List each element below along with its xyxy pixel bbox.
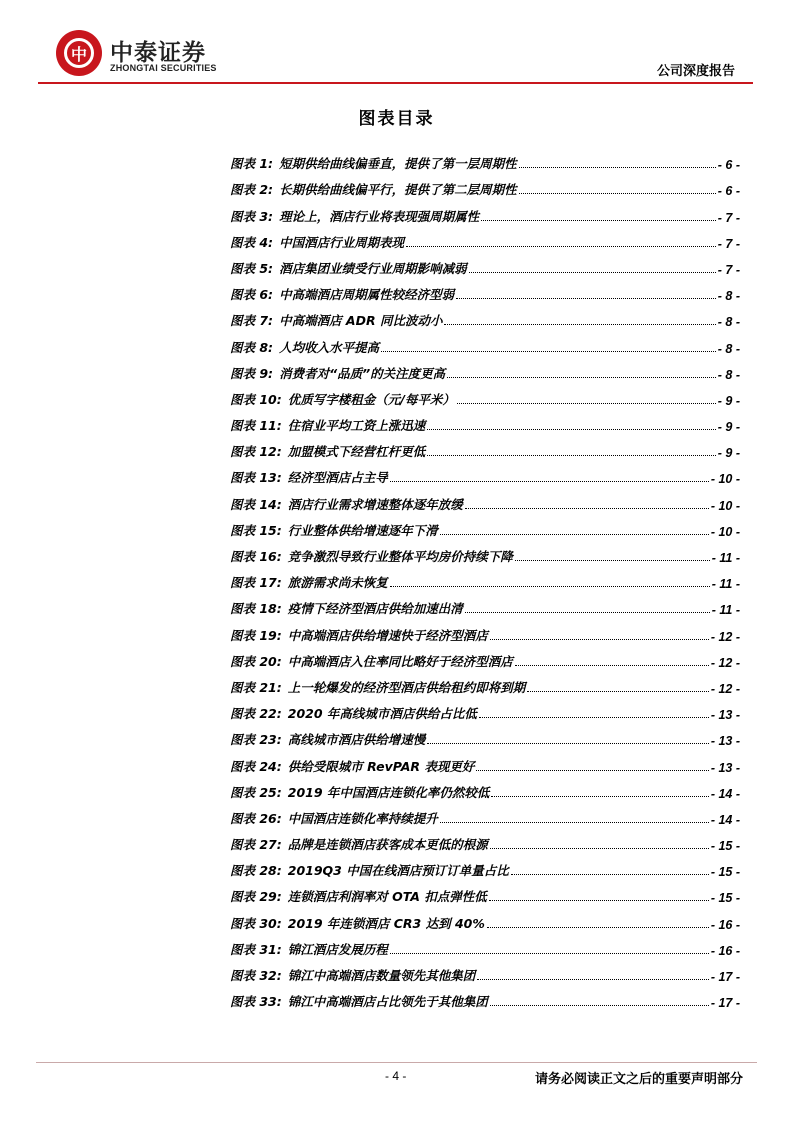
toc-entry-page: - 15 - [710,891,740,906]
toc-entry[interactable] [230,225,740,251]
dot-leader [465,508,709,509]
toc-entry-title: 中高端酒店入住率同比略好于经济型酒店 [287,653,513,669]
footer-disclaimer: 请务必阅读正文之后的重要声明部分 [534,1072,743,1087]
dot-leader [390,481,709,482]
toc-entry-title: 酒店集团业绩受行业周期影响减弱 [279,260,467,276]
toc-entry-label: 图表 30: [230,915,282,931]
dot-leader [440,534,709,535]
toc-entry-label: 图表 3: [230,208,274,224]
toc-entry-label: 图表 7: [230,313,274,329]
toc-entry-page: - 9 - [717,446,740,461]
toc-entry-label: 图表 21: [230,679,282,695]
toc-entry[interactable] [230,722,740,748]
toc-entry-title: 2020 年高线城市酒店供给占比低 [287,706,477,722]
toc-entry-label: 图表 17: [230,575,282,591]
toc-entry-label: 图表 33: [230,994,282,1010]
report-type: 公司深度报告 [656,64,735,79]
toc-entry-page: - 13 - [710,708,740,723]
dot-leader [511,874,709,875]
dot-leader [465,612,710,613]
toc-entry-page: - 16 - [710,943,740,958]
toc-entry[interactable] [230,513,740,539]
toc-entry-title: 2019 年连锁酒店 CR3 达到 40% [287,915,485,931]
toc-entry[interactable] [230,905,740,931]
toc-entry-label: 图表 14: [230,496,282,512]
toc-entry-title: 中国酒店行业周期表现 [279,234,405,250]
toc-entry-title: 行业整体供给增速逐年下滑 [287,522,438,538]
toc-entry-page: - 17 - [710,996,740,1011]
toc-entry-label: 图表 10: [230,391,282,407]
toc-entry-label: 图表 16: [230,549,282,564]
dot-leader [477,979,709,980]
toc-entry-page: - 15 - [710,839,740,854]
toc-entry-label: 图表 22: [230,706,282,722]
toc-entry-label: 图表 1: [230,156,274,172]
dot-leader [440,822,709,823]
toc-entry-title: 中国酒店连锁化率持续提升 [287,810,438,826]
toc-entry[interactable] [230,408,740,434]
toc-entry[interactable] [230,434,740,460]
toc-entry-label: 图表 2: [230,182,274,198]
dot-leader [519,167,716,168]
toc-entry[interactable] [230,565,740,591]
toc-entry[interactable] [230,827,740,853]
toc-entry-label: 图表 24: [230,758,282,774]
dot-leader [515,665,709,666]
toc-entry-label: 图表 6: [230,287,274,303]
dot-leader [519,193,716,194]
toc-entry-label: 图表 15: [230,522,282,538]
toc-entry-title: 住宿业平均工资上涨迅速 [287,418,426,434]
toc-entry-title: 高线城市酒店供给增速慢 [287,732,426,748]
toc-entry[interactable] [230,198,740,224]
dot-leader [490,848,709,849]
dot-leader [427,455,716,456]
dot-leader [457,403,716,404]
toc-entry-page: - 9 - [717,393,740,408]
toc-entry-page: - 7 - [717,236,740,251]
toc-entry-page: - 7 - [717,210,740,225]
logo-icon [56,30,102,76]
toc-title: 图表目录 [358,109,435,129]
toc-entry-page: - 13 - [710,734,740,749]
dot-leader [447,377,716,378]
toc-entry-title: 2019 年中国酒店连锁化率仍然较低 [287,784,490,800]
toc-entry[interactable] [230,329,740,355]
header-divider [38,82,753,84]
toc-entry-page: - 7 - [717,262,740,277]
toc-entry[interactable] [230,644,740,670]
toc-entry[interactable] [230,617,740,643]
dot-leader [487,927,709,928]
dot-leader [515,560,710,561]
dot-leader [406,246,716,247]
toc-entry-label: 图表 8: [230,339,274,355]
toc-entry-page: - 10 - [710,498,740,513]
toc-entry[interactable] [230,958,740,984]
toc-entry-label: 图表 26: [230,810,282,826]
dot-leader [381,351,716,352]
toc-entry-page: - 17 - [710,970,740,984]
toc-entry-page: - 14 - [710,812,740,827]
dot-leader [469,272,716,273]
toc-entry-page: - 14 - [710,786,740,801]
toc-entry-title: 连锁酒店利润率对 OTA 扣点弹性低 [287,889,487,905]
dot-leader [390,953,709,954]
toc-entry[interactable] [230,356,740,382]
toc-entry-label: 图表 11: [230,418,282,434]
toc-entry-title: 人均收入水平提高 [279,339,380,355]
toc-entry-page: - 15 - [710,865,740,880]
toc-entry-label: 图表 12: [230,444,282,460]
toc-entry[interactable] [230,879,740,905]
toc-entry-label: 图表 5: [230,260,274,276]
toc-entry-page: - 8 - [717,367,740,382]
toc-entry-title: 优质写字楼租金（元/每平米） [287,391,455,407]
dot-leader [490,1005,709,1006]
toc-entry-page: - 12 - [710,681,740,696]
toc-entry[interactable] [230,251,740,277]
toc-entry-page: - 9 - [717,420,740,435]
toc-entry[interactable] [230,382,740,408]
toc-entry-title: 中高端酒店周期属性较经济型弱 [279,287,455,303]
logo-subtext: ZHONGTAI SECURITIES [110,63,217,73]
dot-leader [427,743,709,744]
dot-leader [427,429,716,430]
toc-entry-label: 图表 19: [230,627,282,643]
toc-entry-page: - 8 - [717,341,740,356]
toc-entry-label: 图表 32: [230,968,282,983]
toc-entry-label: 图表 9: [230,365,274,381]
toc-entry-page: - 6 - [717,158,740,173]
toc-entry-label: 图表 27: [230,837,282,853]
dot-leader [444,324,715,325]
logo-text: 中泰证券 [110,40,206,66]
toc-entry-title: 经济型酒店占主导 [287,470,388,486]
toc-entry-label: 图表 18: [230,601,282,617]
toc-entry-title: 中高端酒店供给增速快于经济型酒店 [287,627,488,643]
dot-leader [489,900,709,901]
toc-entry-title: 短期供给曲线偏垂直，提供了第一层周期性 [279,156,517,172]
toc-entry-page: - 12 - [710,629,740,644]
table-of-figures [230,146,740,1010]
toc-entry-title: 长期供给曲线偏平行，提供了第二层周期性 [279,182,517,198]
toc-entry-page: - 8 - [717,315,740,330]
toc-entry[interactable] [230,853,740,879]
toc-entry-page: - 8 - [717,289,740,304]
toc-entry-label: 图表 31: [230,941,282,957]
logo-mark-glyph: 中 [64,38,94,68]
toc-entry[interactable] [230,460,740,486]
toc-entry-title: 加盟模式下经营杠杆更低 [287,444,426,460]
dot-leader [490,639,709,640]
toc-entry[interactable] [230,539,740,565]
toc-entry-page: - 13 - [710,760,740,775]
toc-entry-label: 图表 29: [230,889,282,905]
toc-entry[interactable] [230,670,740,696]
toc-entry[interactable] [230,932,740,958]
page-number: - 4 - [385,1069,407,1083]
toc-entry-title: 中高端酒店 ADR 同比波动小 [279,313,443,329]
toc-entry-page: - 6 - [717,184,740,199]
toc-entry[interactable] [230,748,740,774]
dot-leader [476,770,708,771]
toc-entry[interactable] [230,801,740,827]
toc-entry-title: 旅游需求尚未恢复 [287,575,388,591]
toc-entry[interactable] [230,277,740,303]
toc-entry-title: 品牌是连锁酒店获客成本更低的根源 [287,837,488,853]
toc-entry[interactable] [230,984,740,1010]
toc-entry-label: 图表 25: [230,784,282,800]
toc-entry[interactable] [230,486,740,512]
dot-leader [456,298,716,299]
toc-entry-title: 消费者对“品质”的关注度更高 [279,365,446,381]
toc-entry[interactable] [230,591,740,617]
toc-entry-title: 2019Q3 中国在线酒店预订订单量占比 [287,863,509,879]
toc-entry-title: 理论上，酒店行业将表现强周期属性 [279,208,480,224]
toc-entry-page: - 11 - [711,551,740,565]
toc-entry-page: - 10 - [710,472,740,487]
footer-divider [36,1062,757,1063]
toc-entry[interactable] [230,303,740,329]
toc-entry-page: - 16 - [710,917,740,932]
toc-entry[interactable] [230,172,740,198]
toc-entry-label: 图表 13: [230,470,282,486]
toc-entry-label: 图表 20: [230,653,282,669]
toc-entry-page: - 12 - [710,655,740,670]
toc-entry-page: - 11 - [711,577,740,592]
dot-leader [481,220,716,221]
toc-entry-title: 上一轮爆发的经济型酒店供给租约即将到期 [287,679,526,695]
dot-leader [527,691,709,692]
toc-entry[interactable] [230,696,740,722]
toc-entry[interactable] [230,146,740,172]
toc-entry-title: 供给受限城市 RevPAR 表现更好 [287,758,475,774]
toc-entry-title: 锦江中高端酒店占比领先于其他集团 [287,994,488,1010]
toc-entry-page: - 10 - [710,524,740,539]
toc-entry-title: 锦江中高端酒店数量领先其他集团 [287,968,476,983]
toc-entry-title: 酒店行业需求增速整体逐年放缓 [287,496,463,512]
toc-entry-title: 竞争激烈导致行业整体平均房价持续下降 [287,549,513,564]
dot-leader [390,586,710,587]
dot-leader [479,717,709,718]
toc-entry[interactable] [230,775,740,801]
toc-entry-label: 图表 23: [230,732,282,748]
toc-entry-title: 锦江酒店发展历程 [287,941,388,957]
toc-entry-label: 图表 28: [230,863,282,879]
toc-entry-page: - 11 - [711,603,740,618]
dot-leader [491,796,708,797]
toc-entry-title: 疫情下经济型酒店供给加速出清 [287,601,463,617]
toc-entry-label: 图表 4: [230,234,274,250]
